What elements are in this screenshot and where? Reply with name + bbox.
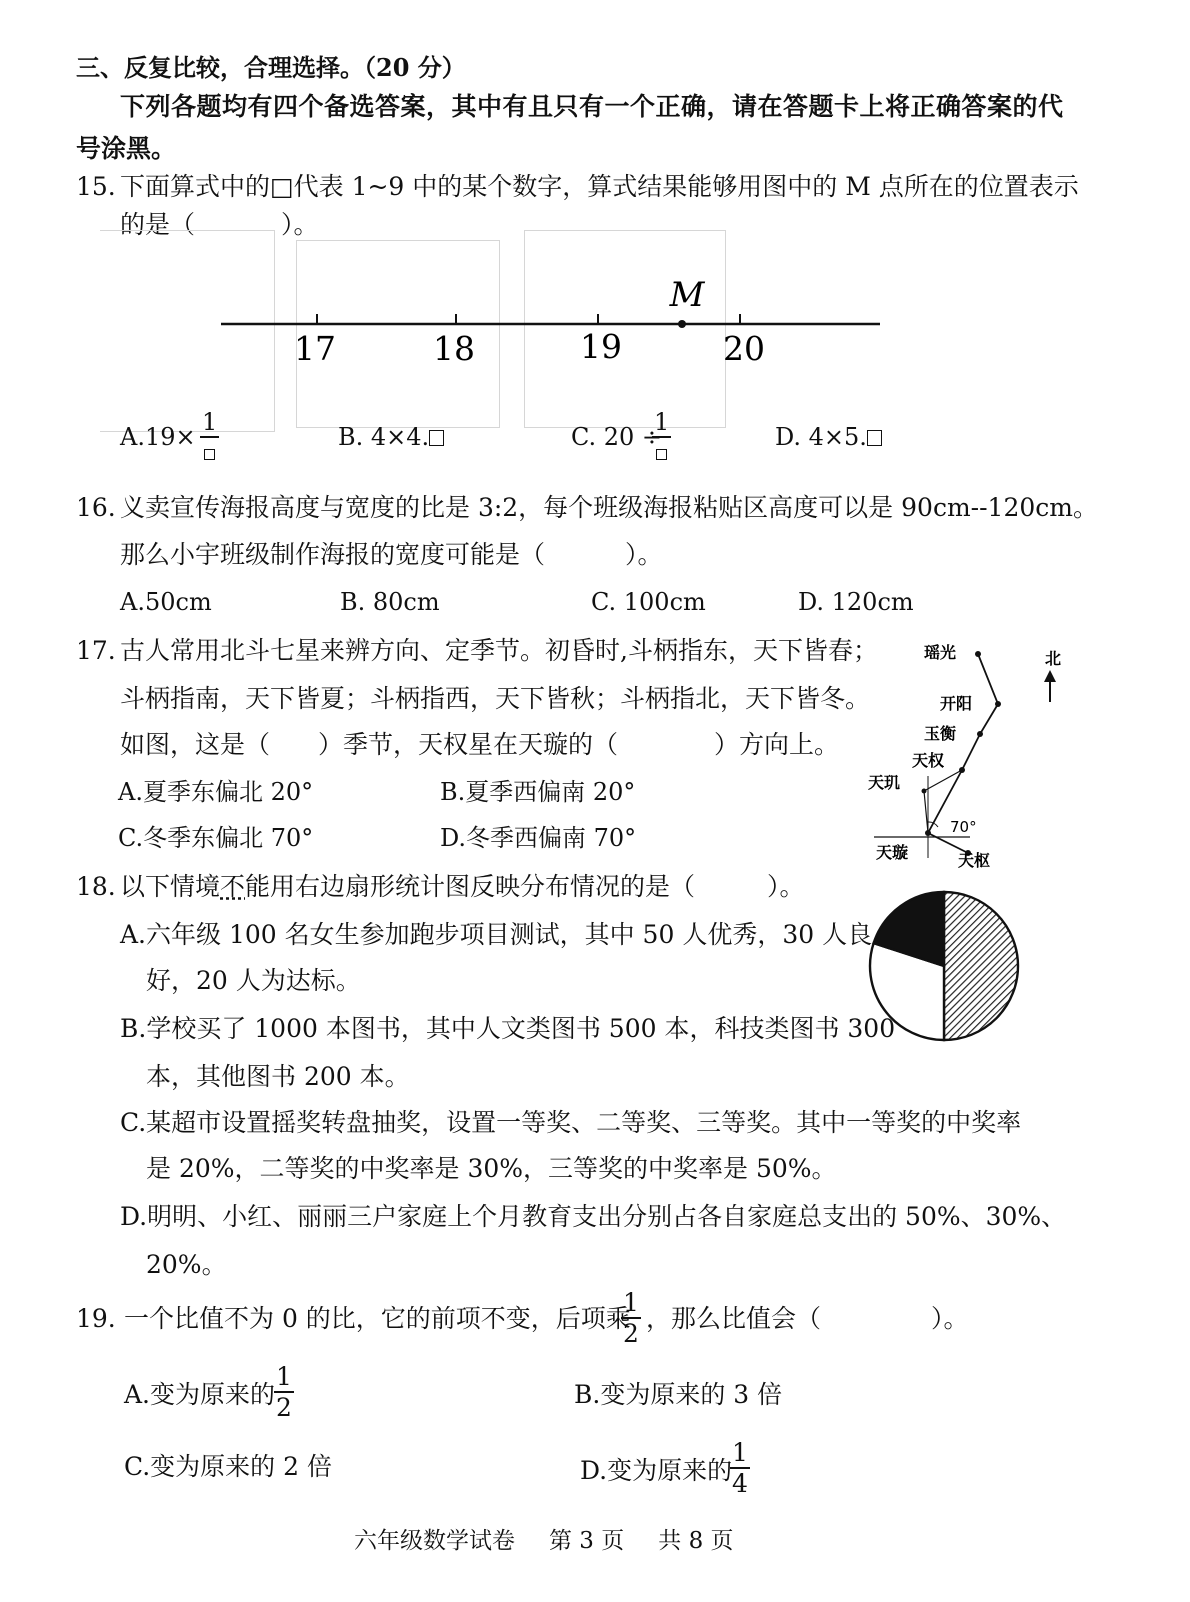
- q15-option-c-denominator: [652, 438, 671, 464]
- point-m: [678, 320, 686, 328]
- star-yaoguang: [975, 651, 981, 657]
- star-tianxuan: [925, 830, 931, 836]
- q16-option-b: B. 80cm: [340, 588, 440, 616]
- tick-label-17: 17: [294, 329, 336, 368]
- q17-option-c: C.冬季东偏北 70°: [118, 824, 314, 852]
- q19-number: 19.: [76, 1304, 116, 1333]
- q17-text-line3-a: 如图，这是（: [120, 730, 271, 759]
- north-label: 北: [1044, 649, 1062, 668]
- q18-option-a-line2: 好，20 人为达标。: [146, 966, 361, 995]
- label-yuheng: 玉衡: [924, 724, 957, 743]
- q16-text-line1: 义卖宣传海报高度与宽度的比是 3:2，每个班级海报粘贴区高度可以是 90cm--120cm。: [120, 493, 1098, 522]
- tick-label-19: 19: [580, 327, 622, 366]
- q17-text-line2: 斗柄指南，天下皆夏；斗柄指西，天下皆秋；斗柄指北，天下皆冬。: [120, 684, 871, 713]
- q19-fraction: [621, 1290, 641, 1346]
- q19-option-d-denominator: 4: [732, 1469, 748, 1498]
- label-tianji: 天玑: [868, 773, 901, 792]
- tick-label-18: 18: [433, 329, 475, 368]
- q19-text-b-span: ，那么比值会（: [646, 1304, 822, 1333]
- q19-option-a: A.变为原来的: [124, 1380, 276, 1409]
- q15-option-a-denominator: [200, 438, 219, 464]
- q16-number: 16.: [76, 493, 116, 522]
- star-tianquan: [959, 767, 965, 773]
- dipper-line-tianji: [924, 791, 928, 833]
- pie-slices: [870, 892, 1018, 1040]
- q15-option-c-numerator: 1: [654, 408, 670, 436]
- q15-option-b-box-glyph: [429, 430, 444, 446]
- q17-text-line3-c: ）方向上。: [714, 730, 840, 759]
- label-tianshu: 天枢: [958, 851, 991, 870]
- q15-option-a: A.19×: [120, 423, 196, 451]
- q19-option-c: C.变为原来的 2 倍: [124, 1452, 332, 1481]
- angle-label: 70°: [950, 818, 977, 836]
- q18-option-d-line2: 20%。: [146, 1250, 227, 1279]
- big-dipper-diagram: [860, 636, 1080, 876]
- q17-text-line3-b: ）季节，天权星在天璇的（: [318, 730, 619, 759]
- q15-option-d-box-glyph: [867, 430, 882, 446]
- q19-option-d-fraction: [730, 1440, 750, 1496]
- q18-text: [120, 874, 805, 899]
- footer-total-pages: 共 8 页: [658, 1528, 734, 1554]
- q19-fraction-denominator: 2: [623, 1319, 639, 1348]
- q15-option-a-fraction: [200, 410, 219, 464]
- q15-option-d-text: D. 4×5.: [775, 423, 867, 451]
- q16-option-d: D. 120cm: [798, 588, 914, 616]
- point-m-label: M: [669, 275, 705, 315]
- q17-text-line3: [120, 732, 839, 757]
- q18-option-d-line1: D.明明、小红、丽丽三户家庭上个月教育支出分别占各自家庭总支出的 50%、30%、: [120, 1202, 1067, 1231]
- pie-chart: [866, 888, 1026, 1048]
- q17-option-a: A.夏季东偏北 20°: [118, 778, 314, 806]
- q15-option-c-box-glyph: [656, 449, 667, 460]
- q18-text-a: 以下情境: [120, 872, 221, 901]
- q18-option-b-line2: 本，其他图书 200 本。: [146, 1062, 410, 1091]
- q19-option-d-numerator: 1: [732, 1438, 748, 1467]
- q17-option-d: D.冬季西偏南 70°: [440, 824, 637, 852]
- q19-text-b: [646, 1306, 969, 1331]
- q15-text-line1: 下面算式中的□代表 1~9 中的某个数字，算式结果能够用图中的 M 点所在的位置表示: [120, 172, 1079, 201]
- q17-number: 17.: [76, 636, 116, 665]
- footer: [354, 1530, 734, 1553]
- q17-option-b: B.夏季西偏南 20°: [440, 778, 636, 806]
- q19-fraction-numerator: 1: [623, 1288, 639, 1317]
- q19-option-a-numerator: 1: [276, 1362, 292, 1391]
- label-tianquan: 天权: [912, 751, 945, 770]
- north-arrow-head-icon: [1044, 670, 1056, 682]
- q15-option-a-numerator: 1: [202, 408, 218, 436]
- q18-text-emphasis: 不: [220, 872, 246, 901]
- q18-option-a-line1: A.六年级 100 名女生参加跑步项目测试，其中 50 人优秀，30 人良: [120, 920, 873, 949]
- q18-option-b-line1: B.学校买了 1000 本图书，其中人文类图书 500 本，科技类图书 300: [120, 1014, 896, 1043]
- tick-label-20: 20: [723, 329, 765, 368]
- q17-text-line1: 古人常用北斗七星来辨方向、定季节。初昏时,斗柄指东，天下皆春；: [120, 636, 878, 665]
- label-yaoguang: 瑶光: [924, 643, 957, 662]
- q18-text-b: 能用右边扇形统计图反映分布情况的是（: [245, 872, 696, 901]
- label-kaiyang: 开阳: [940, 694, 973, 713]
- q18-number: 18.: [76, 872, 116, 901]
- footer-page-number: 第 3 页: [549, 1528, 625, 1554]
- star-kaiyang: [995, 701, 1001, 707]
- q19-text-a: 一个比值不为 0 的比，它的前项不变，后项乘: [124, 1304, 631, 1333]
- q15-number: 15.: [76, 172, 116, 201]
- label-tianxuan: 天璇: [876, 843, 909, 862]
- q15-number-line: [0, 0, 1190, 470]
- q15-option-d: [775, 425, 882, 449]
- q19-option-d: D.变为原来的: [580, 1456, 733, 1485]
- q19-text-c: ）。: [931, 1304, 969, 1333]
- q18-text-c: ）。: [767, 872, 805, 901]
- q16-option-c: C. 100cm: [591, 588, 706, 616]
- star-tianji: [922, 789, 927, 794]
- footer-exam-title: 六年级数学试卷: [354, 1528, 515, 1554]
- q15-option-b-text: B. 4×4.: [338, 423, 430, 451]
- q18-option-c-line2: 是 20%，二等奖的中奖率是 30%，三等奖的中奖率是 50%。: [146, 1154, 837, 1183]
- q15-option-a-box-glyph: [204, 449, 215, 460]
- q19-option-a-fraction: [274, 1364, 294, 1420]
- q19-option-b: B.变为原来的 3 倍: [574, 1380, 783, 1409]
- q15-option-b: [338, 425, 444, 449]
- q16-option-a: A.50cm: [120, 588, 212, 616]
- q15-option-c-fraction: [652, 410, 671, 464]
- section-instruction-line2: 号涂黑。: [76, 134, 177, 163]
- star-yuheng: [977, 731, 983, 737]
- q19-option-a-denominator: 2: [276, 1393, 292, 1422]
- q18-option-c-line1: C.某超市设置摇奖转盘抽奖，设置一等奖、二等奖、三等奖。其中一等奖的中奖率: [120, 1108, 1022, 1137]
- q16-text-line2-a: 那么小宇班级制作海报的宽度可能是（: [120, 540, 546, 569]
- q15-option-c: C. 20 ÷: [571, 423, 663, 451]
- q15-text-line2-a: 的是（: [120, 210, 196, 239]
- pie-slice-0: [944, 892, 1018, 1040]
- section-instruction-line1: 下列各题均有四个备选答案，其中有且只有一个正确，请在答题卡上将正确答案的代: [120, 92, 1064, 121]
- q16-text-line2-b: ）。: [625, 540, 663, 569]
- q15-text-line2-b: ）。: [281, 210, 319, 239]
- q16-text-line2: [120, 542, 663, 567]
- section-title: 三、反复比较，合理选择。（20 分）: [76, 53, 466, 82]
